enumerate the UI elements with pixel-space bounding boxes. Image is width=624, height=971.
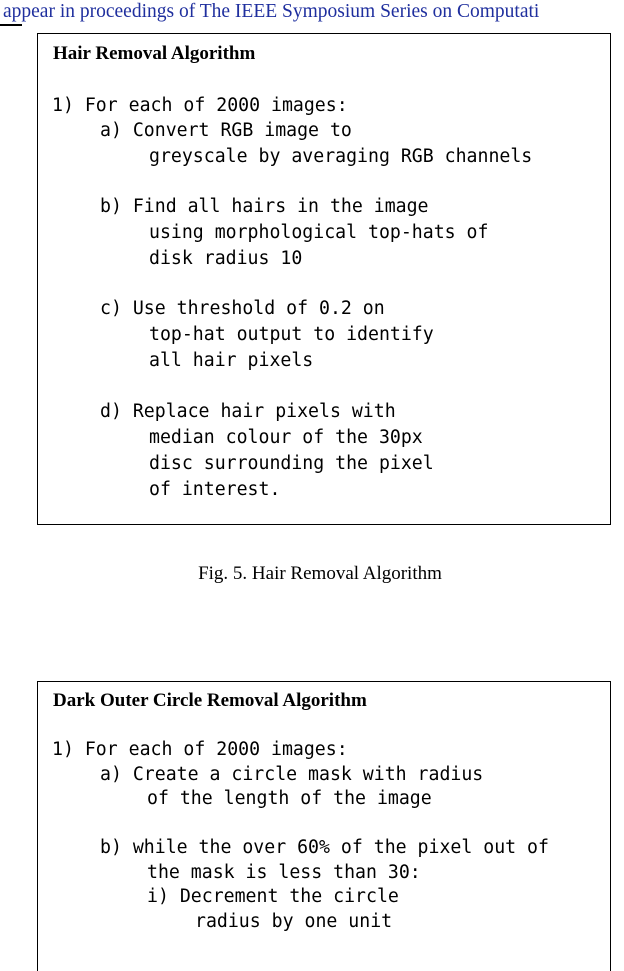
- algorithm-line: a) Create a circle mask with radius: [100, 764, 484, 785]
- algorithm-line: b) while the over 60% of the pixel out of: [100, 837, 549, 858]
- running-header: appear in proceedings of The IEEE Symposium Series on Computati: [3, 1, 540, 22]
- algorithm-line: radius by one unit: [195, 911, 393, 932]
- hair-removal-algorithm-box: [37, 33, 611, 525]
- algorithm-line: greyscale by averaging RGB channels: [149, 146, 533, 167]
- algorithm-line: all hair pixels: [149, 350, 314, 371]
- algorithm-line: median colour of the 30px: [149, 427, 423, 448]
- algorithm-line: 1) For each of 2000 images:: [52, 95, 348, 116]
- algorithm-line: b) Find all hairs in the image: [100, 196, 429, 217]
- algorithm-line: of the length of the image: [147, 788, 432, 809]
- algorithm-line: disc surrounding the pixel: [149, 453, 434, 474]
- algorithm-line: the mask is less than 30:: [147, 862, 421, 883]
- algorithm-line: d) Replace hair pixels with: [100, 401, 396, 422]
- algorithm-line: using morphological top-hats of: [149, 222, 489, 243]
- algorithm-title: Hair Removal Algorithm: [53, 43, 256, 64]
- dark-outer-circle-removal-box: [37, 681, 611, 971]
- figure-caption: Fig. 5. Hair Removal Algorithm: [198, 563, 442, 584]
- algorithm-line: c) Use threshold of 0.2 on: [100, 298, 385, 319]
- algorithm-line: top-hat output to identify: [149, 324, 434, 345]
- algorithm-title: Dark Outer Circle Removal Algorithm: [53, 690, 367, 711]
- header-rule: [0, 24, 22, 26]
- algorithm-line: i) Decrement the circle: [147, 886, 399, 907]
- algorithm-line: 1) For each of 2000 images:: [52, 739, 348, 760]
- algorithm-line: disk radius 10: [149, 248, 303, 269]
- algorithm-line: of interest.: [149, 479, 281, 500]
- algorithm-line: a) Convert RGB image to: [100, 120, 352, 141]
